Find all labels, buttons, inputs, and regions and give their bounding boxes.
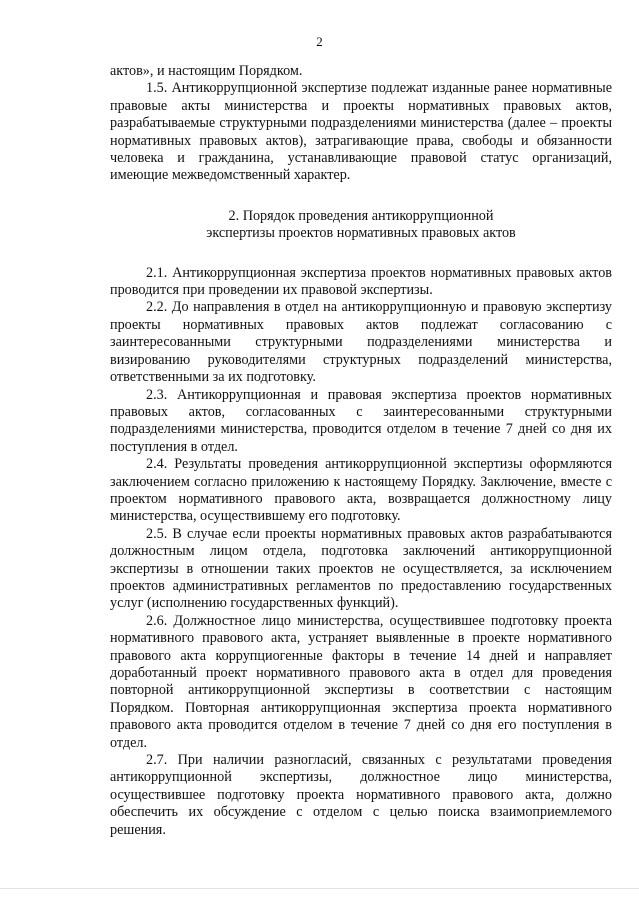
paragraph-2-5: 2.5. В случае если проекты нормативных правовых актов разрабатываются должностным лицом отдела, подготовка заключений антикоррупционной экспертизы в отношении таких проектов не осуществляется, за исключением проектов административных регламентов по предоставлению государственных услуг (исполнению государственных функций).: [110, 525, 612, 612]
section-heading: [110, 208, 612, 243]
section-heading-line-1: 2. Порядок проведения антикоррупционной: [228, 207, 494, 224]
section-heading-line-2: экспертизы проектов нормативных правовых актов: [206, 225, 516, 242]
paragraph-2-6: 2.6. Должностное лицо министерства, осуществившее подготовку проекта нормативного правового акта, устраняет выявленные в проекте нормативного правового акта коррупциогенные факторы в течение 14 дней и направляет доработанный проект нормативного правового акта в отдел для проведения повторной антикоррупционной экспертизы в соответствии с настоящим Порядком. Повторная антикоррупционная экспертиза проекта нормативного правового акта проводится отделом в течение 7 дней со дня его поступления в отдел.: [110, 612, 612, 751]
paragraph-2-3: 2.3. Антикоррупционная и правовая экспертиза проектов нормативных правовых актов, согласованных с заинтересованными структурными подразделениями министерства, проводится отделом в течение 7 дней со дня их поступления в отдел.: [110, 386, 612, 455]
page-number: 2: [316, 34, 323, 49]
paragraph-2-4: 2.4. Результаты проведения антикоррупционной экспертизы оформляются заключением согласно приложению к настоящему Порядку. Заключение, вместе с проектом нормативного правового акта, возвращается должностному лицу министерства, осуществившему его подготовку.: [110, 456, 612, 525]
document-body: [110, 63, 612, 839]
paragraph-2-7: 2.7. При наличии разногласий, связанных с результатами проведения антикоррупционной экспертизы, должностное лицо министерства, осуществившее подготовку проекта нормативного правового акта, должно обеспечить их обсуждение с отделом с целью поиска взаимоприемлемого решения.: [110, 752, 612, 838]
paragraph-2-2: 2.2. До направления в отдел на антикоррупционную и правовую экспертизу проекты нормативных правовых актов подлежат согласованию с заинтересованными структурными подразделениями министерства и визированию руководителями структурных подразделений министерства, ответственными за их подготовку.: [110, 299, 612, 386]
paragraph-2-1: 2.1. Антикоррупционная экспертиза проектов нормативных правовых актов проводится при проведении их правовой экспертизы.: [110, 264, 612, 299]
page-bottom-edge: [0, 888, 639, 889]
paragraph-continuation: актов», и настоящим Порядком.: [110, 63, 303, 79]
paragraph-1-5: 1.5. Антикоррупционной экспертизе подлежат изданные ранее нормативные правовые акты министерства и проекты нормативных правовых актов, разрабатываемые структурными подразделениями министерства (далее – проекты нормативных правовых актов), затрагивающие права, свободы и обязанности человека и гражданина, устанавливающие правовой статус организаций, имеющие межведомственный характер.: [110, 80, 612, 184]
